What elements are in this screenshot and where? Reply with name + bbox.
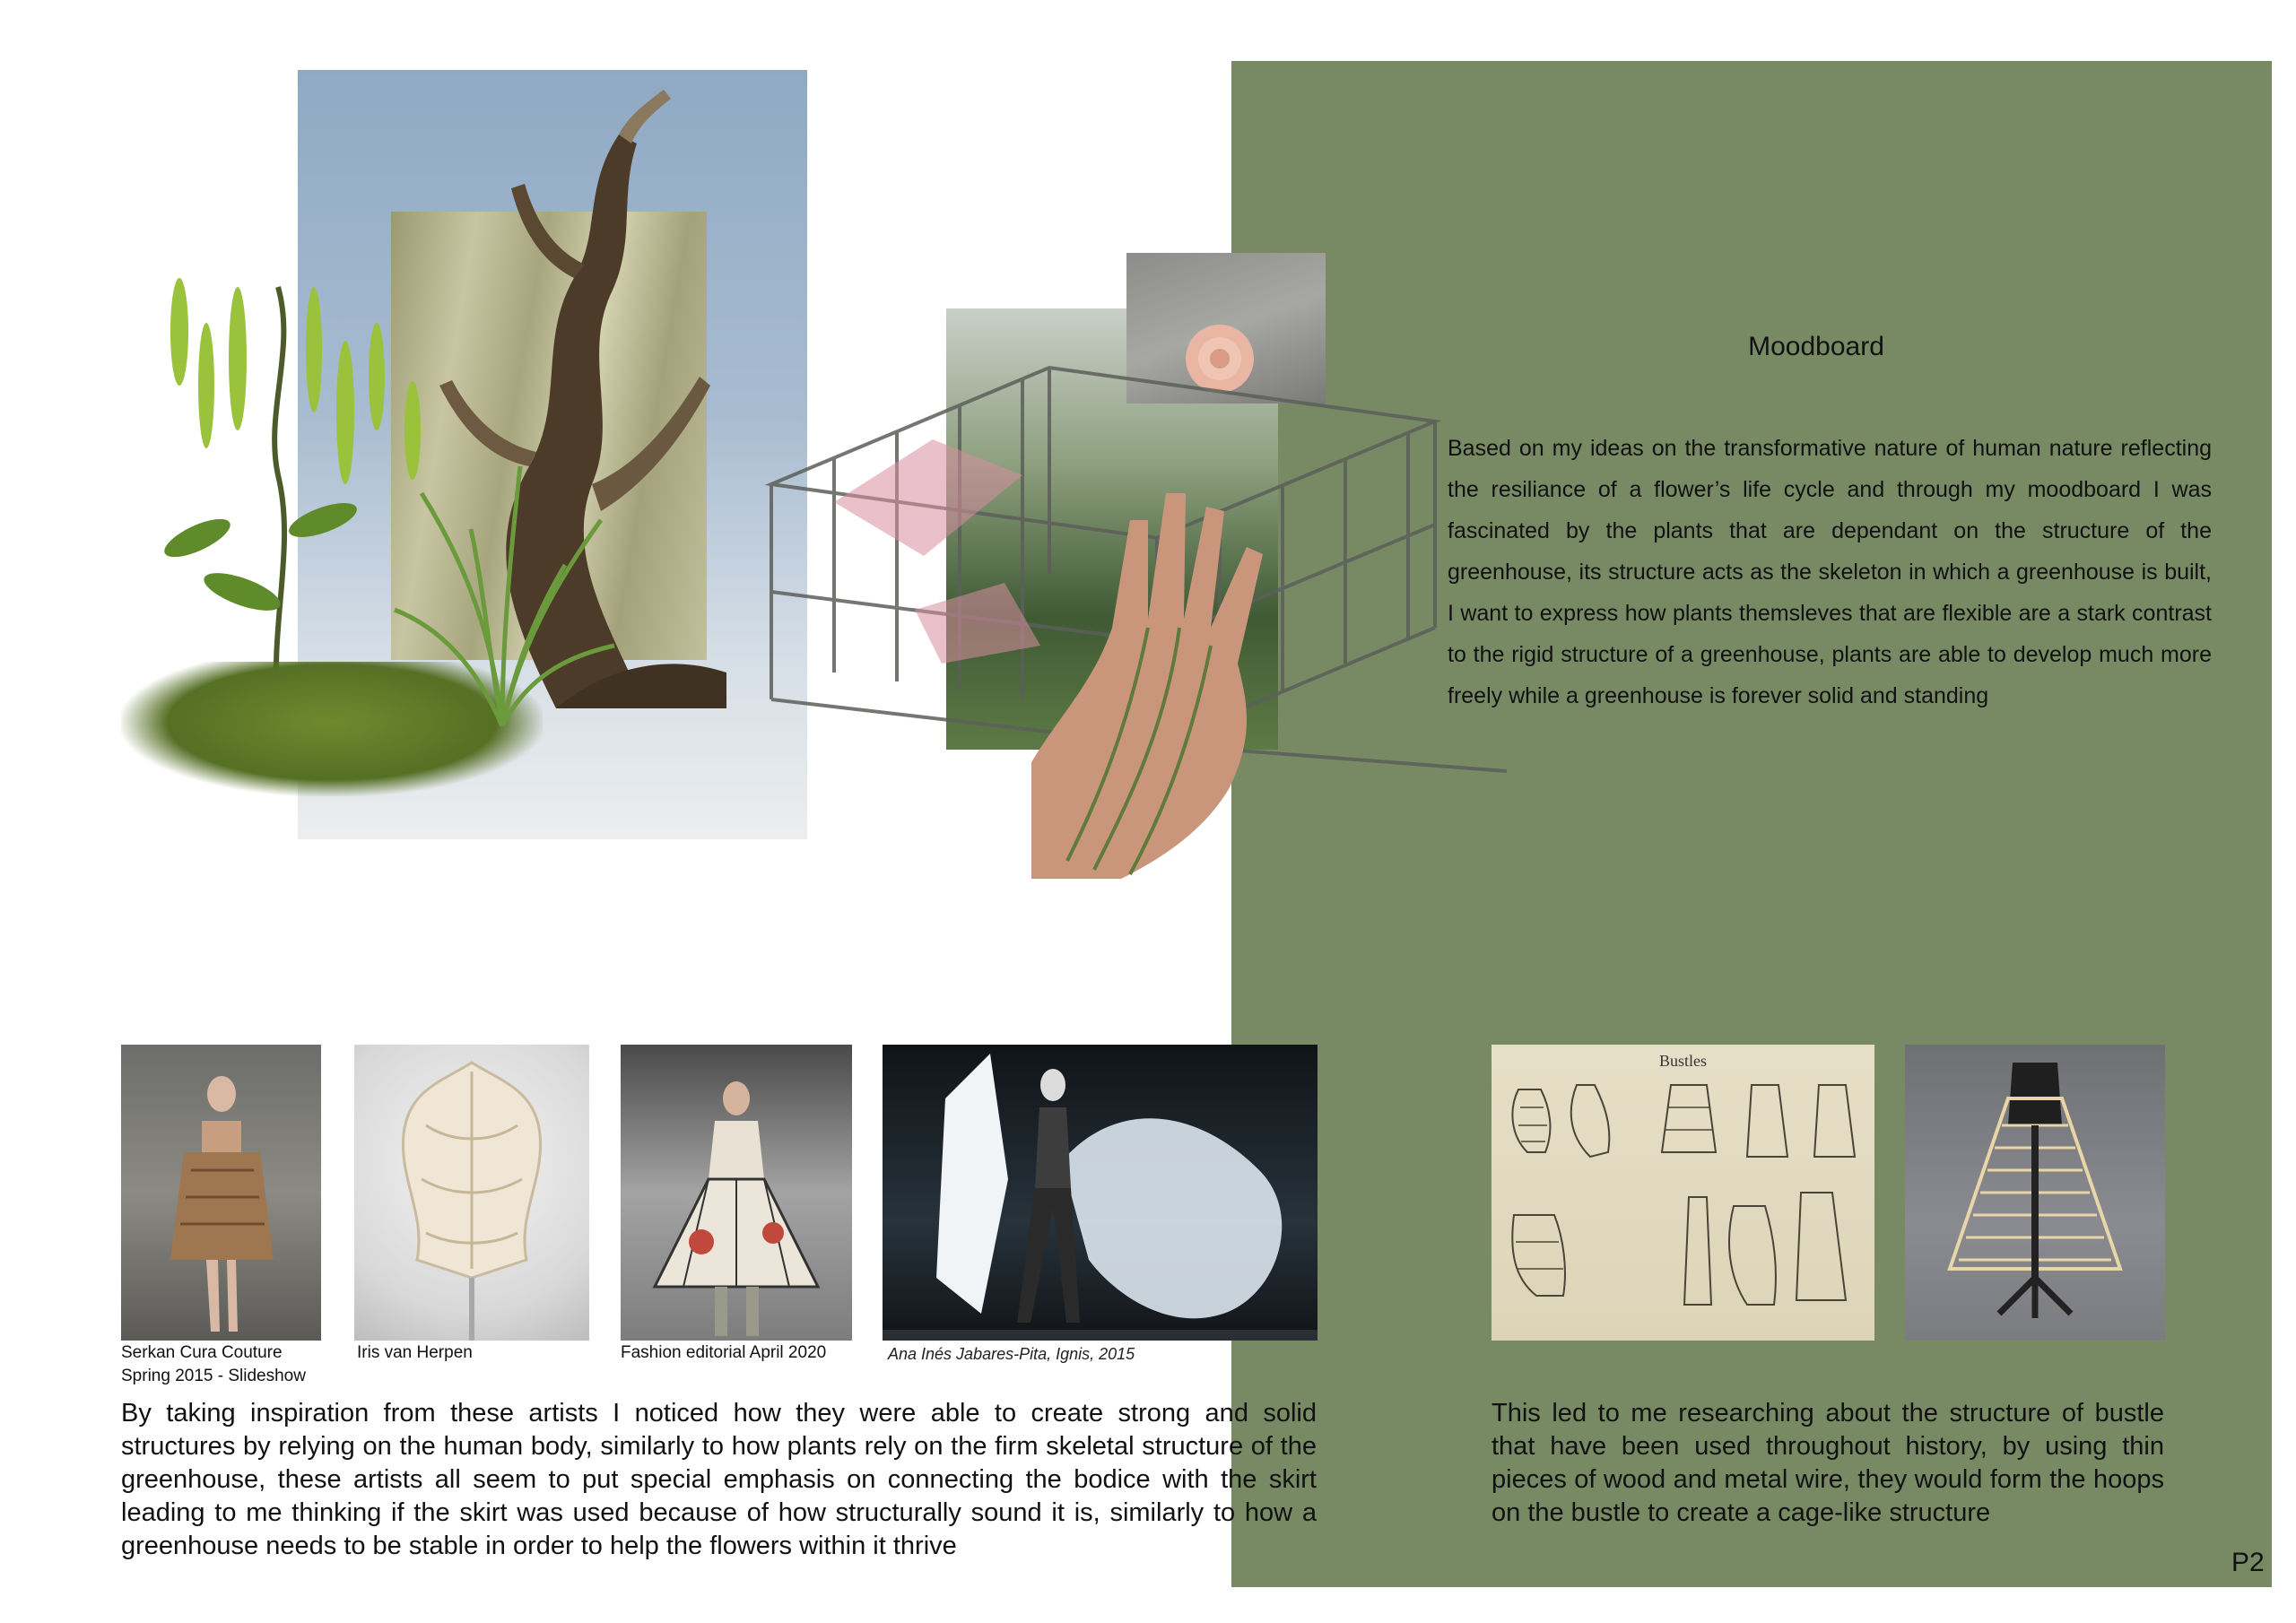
fashion-editorial-photo [621, 1045, 852, 1341]
caption-iris-van-herpen: Iris van Herpen [357, 1343, 473, 1362]
hand-image [1031, 466, 1327, 879]
caption-ana-ines-jabares-pita: Ana Inés Jabares-Pita, Ignis, 2015 [888, 1345, 1135, 1363]
caption-fashion-editorial: Fashion editorial April 2020 [621, 1343, 827, 1362]
moodboard-description: Based on my ideas on the transformative nature of human nature reflecting the resiliance of a flower’s life cycle and through my moodboard I was fascinated by the plants that are dependant on the structure of the greenhouse, its structure acts as the skeleton in which a greenhouse is built, I want to express how plants themsleves that are flexible are a stark contrast to the rigid structure of a greenhouse, plants are able to develop much more freely while a greenhouse is forever solid and standing [1448, 436, 2212, 708]
serkan-cura-couture-photo [121, 1045, 321, 1341]
caption-serkan-cura [121, 1341, 306, 1388]
iris-van-herpen-photo [354, 1045, 589, 1341]
bustles-illustration [1492, 1045, 1874, 1341]
grass-tuft-image [386, 457, 619, 726]
bustle-description: This led to me researching about the structure of bustle that have been used throughout history, by using thin pieces of wood and metal wire, they would form the hoops on the bustle to create a cage-like structure [1492, 1399, 2164, 1527]
inspiration-description: By taking inspiration from these artists I noticed how they were able to create strong and solid structures by relying on the human body, similarly to how plants rely on the firm skeletal structure of the greenhouse, these artists all seem to put special emphasis on connecting the bodice with the skirt leading to me thinking if the skirt was used because of how structurally sound it is, similarly to how a greenhouse needs to be stable in order to help the flowers within it thrive [121, 1399, 1317, 1560]
cage-bustle-photo [1905, 1045, 2165, 1341]
moodboard-title: Moodboard [1748, 332, 1884, 361]
caption-serkan-cura-line1: Serkan Cura Couture [121, 1343, 283, 1362]
bustles-illustration-title: Bustles [1658, 1052, 1707, 1070]
page-number: P2 [2231, 1548, 2265, 1577]
green-panel [1231, 61, 2272, 1587]
ignis-performance-photo [883, 1045, 1318, 1341]
caption-serkan-cura-line2: Spring 2015 - Slideshow [121, 1367, 306, 1385]
